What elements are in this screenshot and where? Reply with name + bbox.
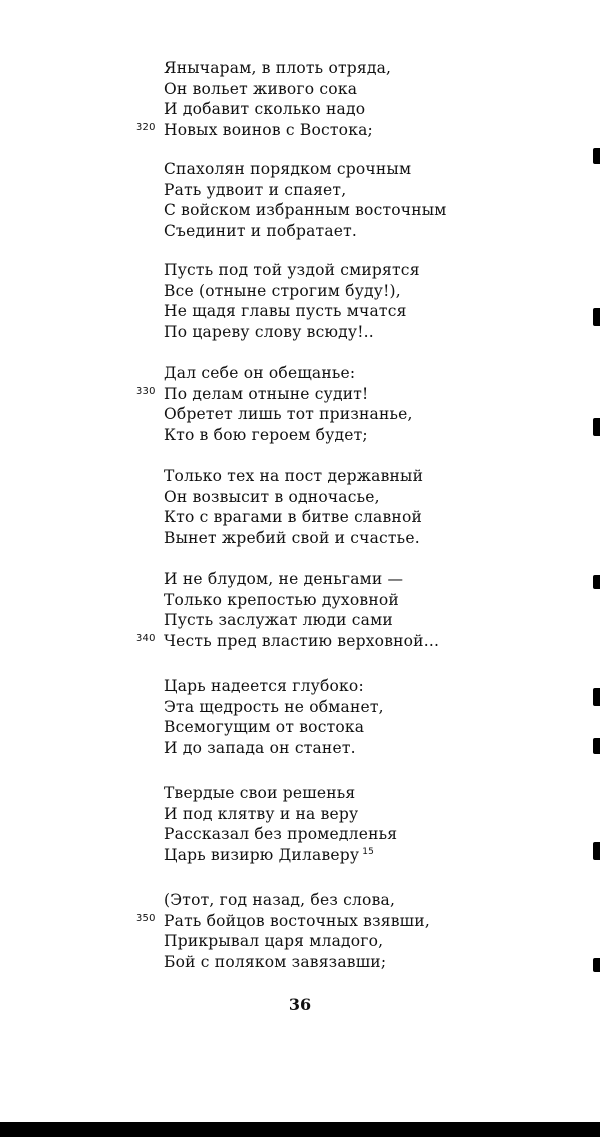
poem-line	[164, 845, 564, 866]
poem-line: Не щадя главы пусть мчатся	[164, 302, 407, 321]
poem-line: Твердые свои решенья	[164, 784, 356, 802]
scan-edge-mark	[593, 575, 600, 589]
poem-line: И до запада он станет.	[164, 738, 356, 757]
poem-line-text: По делам отныне судит!	[164, 384, 369, 403]
poem-line: Обретет лишь тот признанье,	[164, 405, 413, 424]
poem-line: Бой с поляком завязавши;	[164, 952, 387, 971]
poem-line: По цареву слову всюду!..	[164, 322, 374, 341]
poem-line: Спахолян порядком срочным	[164, 160, 412, 178]
poem-line: Пусть под той уздой смирятся	[164, 261, 420, 279]
scan-edge-mark	[593, 148, 600, 164]
poem-line: С войском избранным восточным	[164, 201, 447, 220]
poem-line-text: Честь пред властию верховной...	[164, 631, 440, 650]
poem-line: Вынет жребий свой и счастье.	[164, 528, 420, 547]
scan-edge-mark	[593, 418, 600, 436]
stanza-6	[136, 569, 564, 651]
poem-line: Эта щедрость не обманет,	[164, 697, 384, 716]
poem-line	[136, 120, 564, 141]
poem-line	[136, 911, 564, 932]
stanza-3	[164, 260, 564, 342]
poem-line	[136, 631, 564, 652]
stanza-5	[164, 466, 564, 548]
poem-line: Всемогущим от востока	[164, 718, 365, 737]
poem-line-text: Новых воинов с Востока;	[164, 120, 373, 139]
poem-line: Кто в бою героем будет;	[164, 425, 368, 444]
poem-line: Все (отныне строгим буду!),	[164, 281, 401, 300]
poem-line: Только тех на пост державный	[164, 467, 424, 485]
poem-line: Дал себе он обещанье:	[164, 364, 356, 382]
scan-edge-mark	[593, 842, 600, 860]
poem-line: И добавит сколько надо	[164, 100, 366, 119]
poem-line: Съединит и побратает.	[164, 221, 358, 240]
poem-line: Он возвысит в одночасье,	[164, 487, 380, 506]
stanza-4	[136, 363, 564, 445]
poem-line	[136, 384, 564, 405]
footnote-marker: 15	[362, 846, 375, 857]
line-number: 330	[136, 385, 156, 397]
stanza-1	[136, 58, 564, 140]
page-number: 36	[288, 995, 312, 1014]
poem-line: Пусть заслужат люди сами	[164, 611, 393, 630]
stanza-2	[164, 159, 564, 241]
scan-bottom-edge	[0, 1122, 600, 1137]
poem-line: Янычарам, в плоть отряда,	[164, 59, 392, 77]
poem-line: (Этот, год назад, без слова,	[164, 891, 396, 909]
poem-line: И не блудом, не деньгами —	[164, 570, 404, 588]
poem-line: Рассказал без промедленья	[164, 825, 398, 844]
poem-line: Кто с врагами в битве славной	[164, 508, 423, 527]
scan-edge-mark	[593, 738, 600, 754]
line-number: 350	[136, 912, 156, 924]
poem-line: Он вольет живого сока	[164, 79, 358, 98]
stanza-7	[164, 676, 564, 758]
scan-edge-mark	[593, 958, 600, 972]
poem-line: Царь надеется глубоко:	[164, 677, 364, 695]
line-number: 320	[136, 121, 156, 133]
line-number: 340	[136, 632, 156, 644]
stanza-8	[164, 783, 564, 865]
scan-edge-mark	[593, 308, 600, 326]
poem-line-text: Рать бойцов восточных взявши,	[164, 911, 430, 930]
poem-line: И под клятву и на веру	[164, 804, 359, 823]
poem-line: Рать удвоит и спаяет,	[164, 180, 347, 199]
poem-line: Только крепостью духовной	[164, 590, 399, 609]
scan-edge-mark	[593, 688, 600, 706]
poem-line-text: Царь визирю Дилаверу	[164, 845, 360, 864]
stanza-9	[136, 890, 564, 972]
poem-line: Прикрывал царя младого,	[164, 932, 384, 951]
